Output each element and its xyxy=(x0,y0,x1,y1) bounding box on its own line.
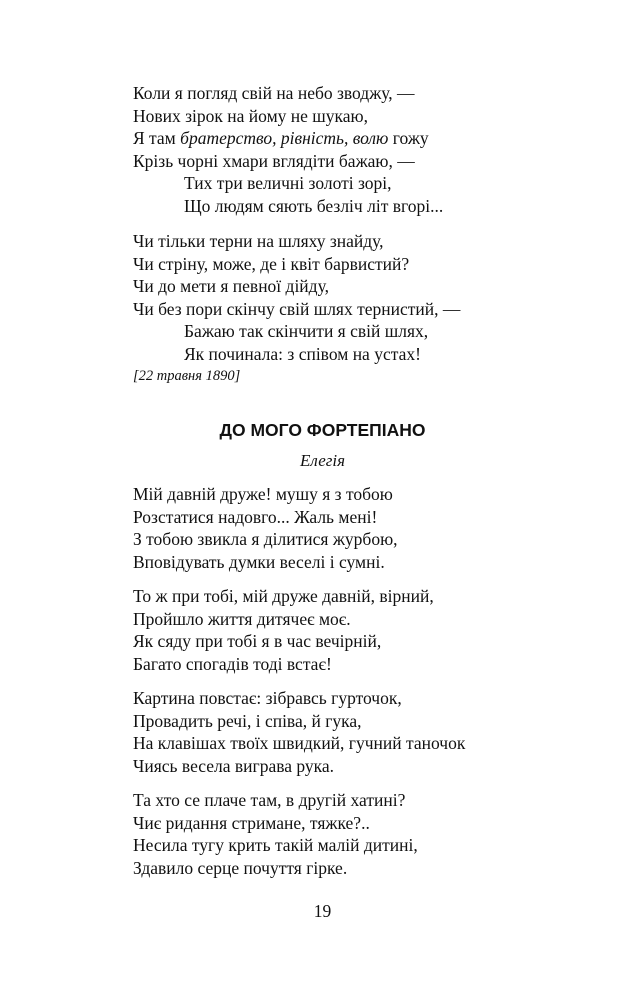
verse-line: Чи без пори скінчу свій шлях тернистий, — xyxy=(133,298,461,319)
verse-line: Провадить речі, і співа, й гука, xyxy=(133,710,362,731)
verse-line xyxy=(133,127,553,150)
verse-line: Коли я погляд свій на небо зводжу, — xyxy=(133,83,415,103)
verse-text: гожу xyxy=(388,128,429,148)
poem2-stanza-1 xyxy=(133,483,553,573)
verse-line: Здавило серце почуття гірке. xyxy=(133,857,348,878)
verse-line: Багато спогадів тоді встає! xyxy=(133,653,332,674)
verse-line: Чи стріну, може, де і квіт барвистий? xyxy=(133,253,410,274)
poem2-stanza-4 xyxy=(133,789,553,879)
verse-line: То ж при тобі, мій друже давній, вірний, xyxy=(133,586,434,606)
verse-line: Та хто се плаче там, в другій хатині? xyxy=(133,790,406,810)
verse-line: На клавішах твоїх швидкий, гучний таночок xyxy=(133,733,466,753)
verse-line-indented: Як починала: з співом на устах! xyxy=(184,343,421,364)
verse-line: Чиє ридання стримане, тяжке?.. xyxy=(133,812,370,833)
verse-line: Вповідувать думки веселі і сумні. xyxy=(133,551,385,572)
poem-date: [22 травня 1890] xyxy=(133,368,241,384)
poem1-stanza-1 xyxy=(133,82,553,217)
verse-line-indented: Бажаю так скінчити я свій шлях, xyxy=(184,321,429,341)
verse-line: Нових зірок на йому не шукаю, xyxy=(133,105,368,126)
verse-line: Картина повстає: зібравсь гурточок, xyxy=(133,688,402,708)
verse-line: Крізь чорні хмари вглядіти бажаю, — xyxy=(133,150,415,171)
verse-line: Пройшло життя дитячеє моє. xyxy=(133,608,351,629)
page-number: 19 xyxy=(313,901,332,921)
poem1-stanza-2 xyxy=(133,230,553,365)
poem-subtitle: Елегія xyxy=(299,451,346,470)
verse-line: Як сяду при тобі я в час вечірній, xyxy=(133,631,382,651)
poem-title: ДО МОГО ФОРТЕПІАНО xyxy=(219,420,426,440)
verse-line-indented: Тих три величні золоті зорі, xyxy=(184,173,392,193)
verse-line: Чи тільки терни на шляху знайду, xyxy=(133,231,384,251)
verse-line-indented: Що людям сяють безліч літ вгорі... xyxy=(184,195,444,216)
verse-line: Мій давній друже! мушу я з тобою xyxy=(133,484,393,504)
verse-line: Чиясь весела виграва рука. xyxy=(133,755,335,776)
verse-emphasis: братерство, рівність, волю xyxy=(180,128,389,148)
verse-line: Розстатися надовго... Жаль мені! xyxy=(133,506,378,527)
verse-line: Несила тугу крить такій малій дитині, xyxy=(133,835,418,855)
poem2-stanza-2 xyxy=(133,585,553,675)
poem2-stanza-3 xyxy=(133,687,553,777)
verse-line: Чи до мети я певної дійду, xyxy=(133,276,329,296)
verse-text: Я там xyxy=(133,128,181,148)
verse-line: З тобою звикла я ділитися журбою, xyxy=(133,529,398,549)
